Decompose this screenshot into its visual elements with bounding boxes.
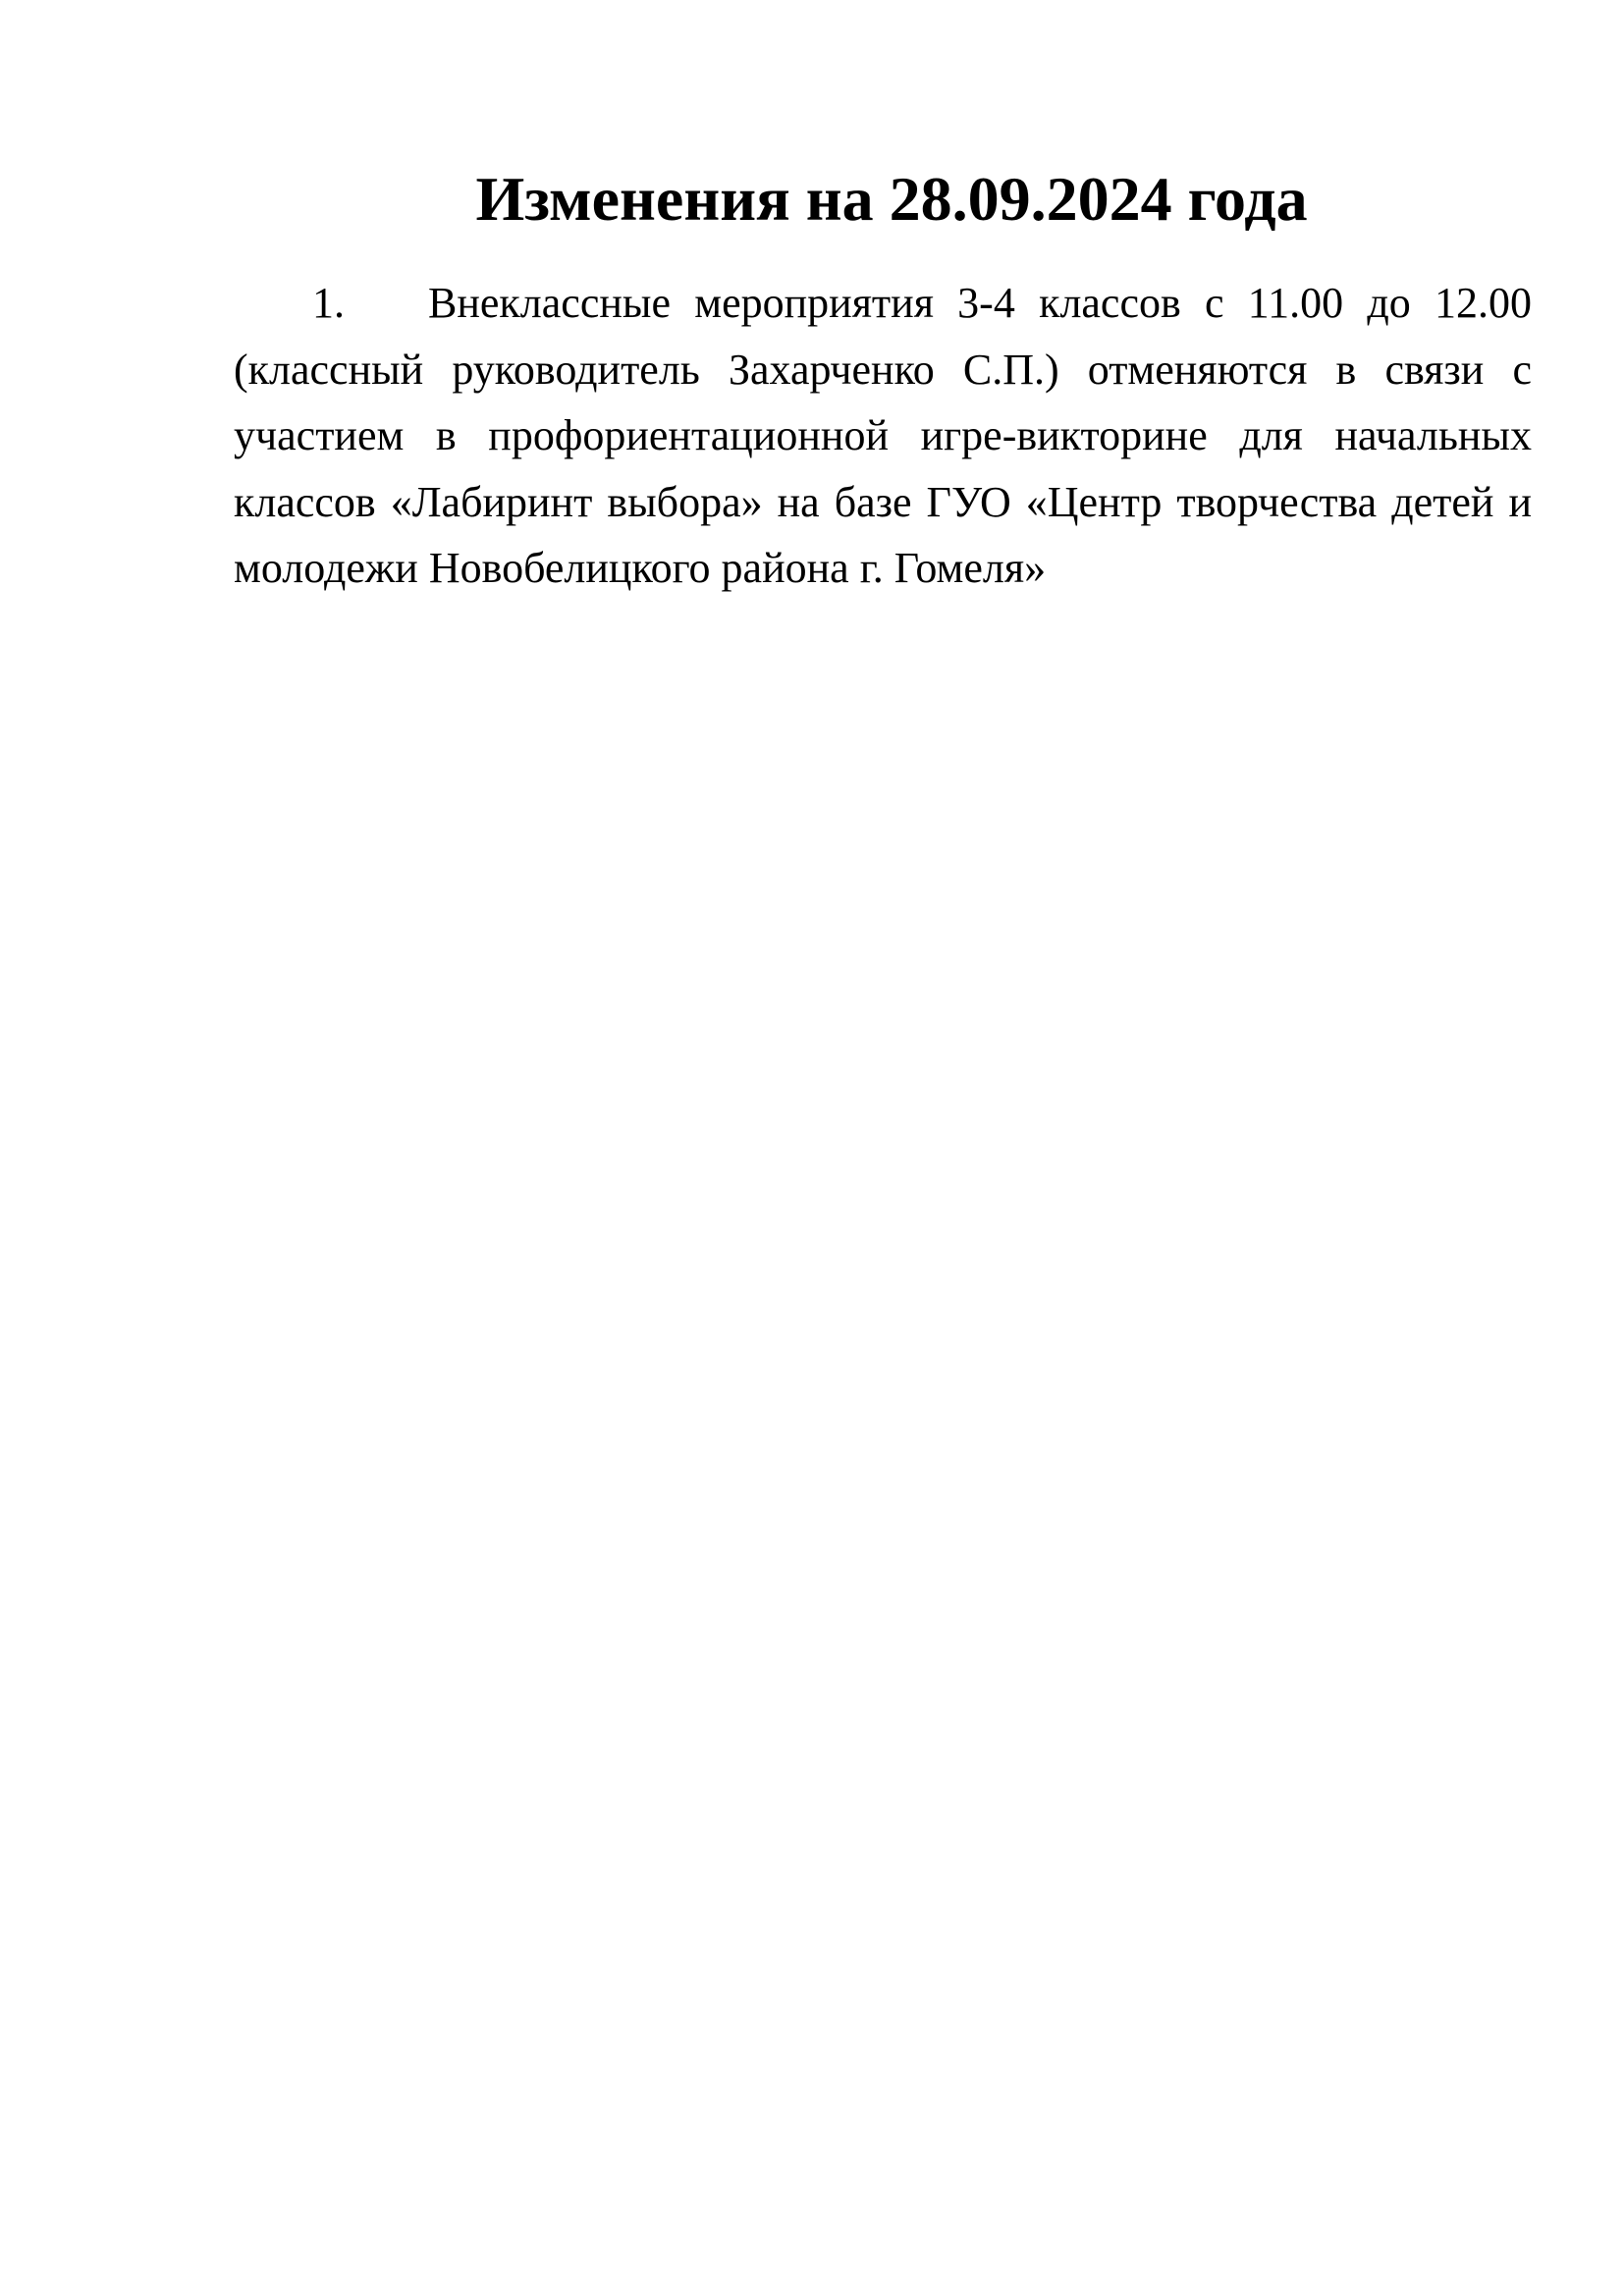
list-item-text: Внеклассные мероприятия 3-4 классов с 11.00 до 12.00 (классный руководитель Захарченко С.П.) отменяются в связи с участием в профориентационной игре-викторине для начальных классов «Лабиринт выбора» на базе ГУО «Центр творчества детей и молодежи Новобелицкого района г. Гомеля» [234,279,1532,592]
document-title: Изменения на 28.09.2024 года [475,164,1308,234]
list-item-number: 1. [312,279,345,327]
list-item [234,270,1532,602]
changes-list [234,270,1532,602]
